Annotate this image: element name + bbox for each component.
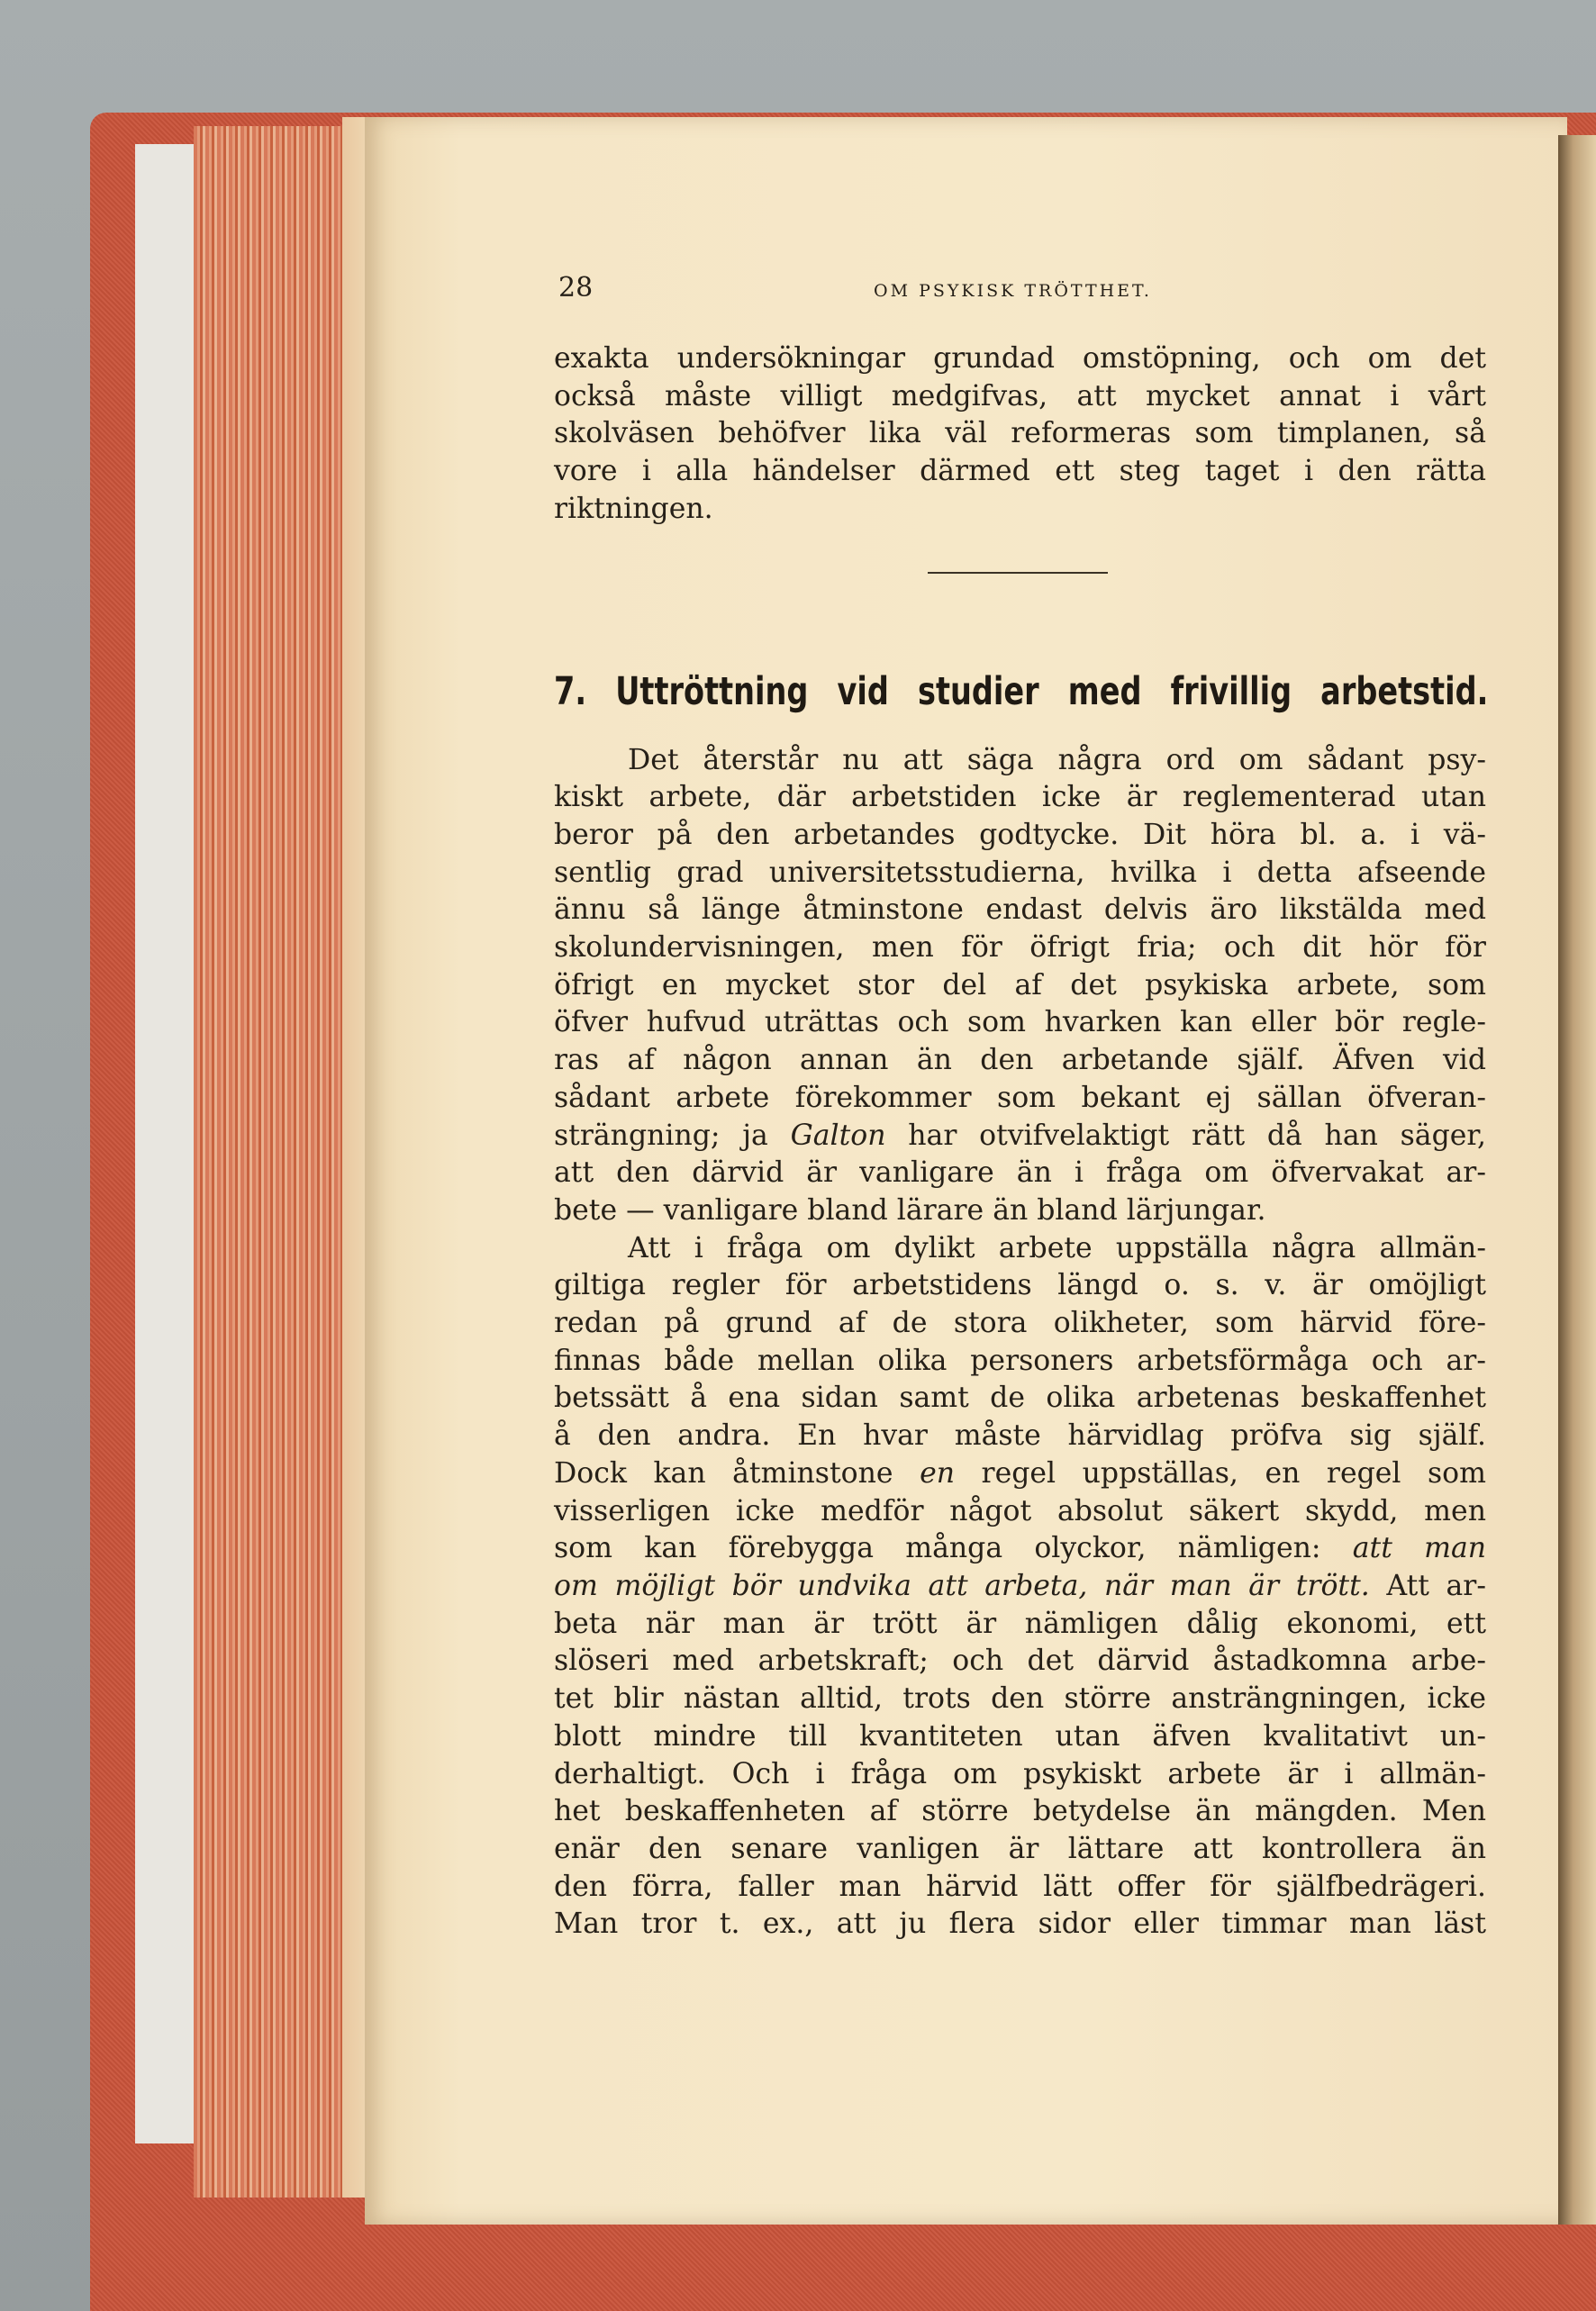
text-line: Det återstår nu att säga några ord om sådant psy- bbox=[628, 743, 1486, 776]
text-line: redan på grund af de stora olikheter, som härvid före- bbox=[554, 1307, 1486, 1340]
text-line: bete — vanligare bland lärare än bland lärjungar. bbox=[554, 1193, 1266, 1227]
emphasis: om möjligt bör undvika att arbeta, när man är trött. bbox=[554, 1569, 1370, 1602]
text-line bbox=[554, 1118, 1486, 1156]
text-line: öfrigt en mycket stor del af det psykiska arbete, som bbox=[554, 968, 1486, 1001]
text-line: finnas både mellan olika personers arbetsförmåga och ar- bbox=[554, 1344, 1486, 1377]
text-line: riktningen. bbox=[554, 492, 713, 525]
text-line: enär den senare vanligen är lättare att kontrollera än bbox=[554, 1832, 1486, 1865]
text-line: beta när man är trött är nämligen dålig ekonomi, ett bbox=[554, 1607, 1486, 1640]
text-line: slöseri med arbetskraft; och det därvid åstadkomna arbe- bbox=[554, 1645, 1486, 1678]
text-line: vore i alla händelser därmed ett steg taget i den rätta bbox=[554, 455, 1486, 488]
text-run: strängning; ja bbox=[554, 1119, 791, 1152]
endpaper bbox=[135, 144, 201, 2143]
text-line bbox=[554, 1530, 1486, 1568]
text-run: Dock kan åtminstone bbox=[554, 1456, 920, 1490]
text-line: exakta undersökningar grundad omstöpning, och om det bbox=[554, 342, 1486, 375]
running-head bbox=[554, 270, 1486, 315]
text-line: också måste villigt medgifvas, att mycket annat i vårt bbox=[554, 379, 1486, 412]
text-line: het beskaffenheten af större betydelse än mängden. Men bbox=[554, 1795, 1486, 1828]
opening-paragraph bbox=[554, 340, 1486, 529]
text-line: derhaltigt. Och i fråga om psykiskt arbete är i allmän- bbox=[554, 1757, 1486, 1790]
emphasis: en bbox=[920, 1456, 955, 1490]
text-line bbox=[554, 1455, 1486, 1493]
text-line: öfver hufvud uträttas och som hvarken kan eller bör regle- bbox=[554, 1006, 1486, 1039]
section-body bbox=[554, 742, 1486, 1944]
emphasis: att man bbox=[1352, 1532, 1487, 1565]
section-heading: 7. Uttröttning vid studier med frivillig arbetstid. bbox=[554, 668, 1489, 714]
text-line: visserligen icke medför något absolut säkert skydd, men bbox=[554, 1494, 1486, 1527]
text-run: som kan förebygga många olyckor, nämligen: bbox=[554, 1532, 1353, 1565]
text-line: sentlig grad universitetsstudierna, hvilka i detta afseende bbox=[554, 856, 1486, 889]
text-line: skolväsen behöfver lika väl reformeras som timplanen, så bbox=[554, 417, 1486, 450]
text-line bbox=[554, 1568, 1486, 1606]
text-line: å den andra. En hvar måste härvidlag pröfva sig själf. bbox=[554, 1419, 1486, 1453]
text-line: ras af någon annan än den arbetande själf. Äfven vid bbox=[554, 1044, 1486, 1077]
cited-name: Galton bbox=[790, 1119, 886, 1152]
text-line: att den därvid är vanligare än i fråga om öfvervakat ar- bbox=[554, 1156, 1486, 1190]
text-line: tet blir nästan alltid, trots den större ansträngningen, icke bbox=[554, 1682, 1486, 1716]
text-line: den förra, faller man härvid lätt offer för själfbedrägeri. bbox=[554, 1870, 1486, 1903]
page-number: 28 bbox=[558, 272, 594, 304]
section-divider bbox=[928, 572, 1108, 574]
text-line: Att i fråga om dylikt arbete uppställa några allmän- bbox=[628, 1231, 1486, 1264]
text-line: skolundervisningen, men för öfrigt fria; och dit hör för bbox=[554, 931, 1486, 965]
text-line: betssätt å ena sidan samt de olika arbetenas beskaffenhet bbox=[554, 1382, 1486, 1415]
text-run: har otvifvelaktigt rätt då han säger, bbox=[885, 1119, 1486, 1152]
text-line: blott mindre till kvantiteten utan äfven kvalitativt un- bbox=[554, 1719, 1486, 1753]
facing-page-edge bbox=[1558, 135, 1596, 2225]
text-run: regel uppställas, en regel som bbox=[955, 1456, 1487, 1490]
text-line: ännu så länge åtminstone endast delvis äro likstälda med bbox=[554, 893, 1486, 927]
text-line: beror på den arbetandes godtycke. Dit höra bl. a. i vä- bbox=[554, 818, 1486, 851]
text-line: Man tror t. ex., att ju flera sidor eller timmar man läst bbox=[554, 1908, 1486, 1941]
text-line: sådant arbete förekommer som bekant ej sällan öfveran- bbox=[554, 1081, 1486, 1114]
running-title: OM PSYKISK TRÖTTHET. bbox=[874, 281, 1152, 301]
text-line: kiskt arbete, där arbetstiden icke är reglementerad utan bbox=[554, 781, 1486, 814]
text-run: Att ar- bbox=[1369, 1569, 1486, 1602]
page-content bbox=[554, 270, 1489, 1944]
text-line: giltiga regler för arbetstidens längd o. s. v. är omöjligt bbox=[554, 1269, 1486, 1302]
